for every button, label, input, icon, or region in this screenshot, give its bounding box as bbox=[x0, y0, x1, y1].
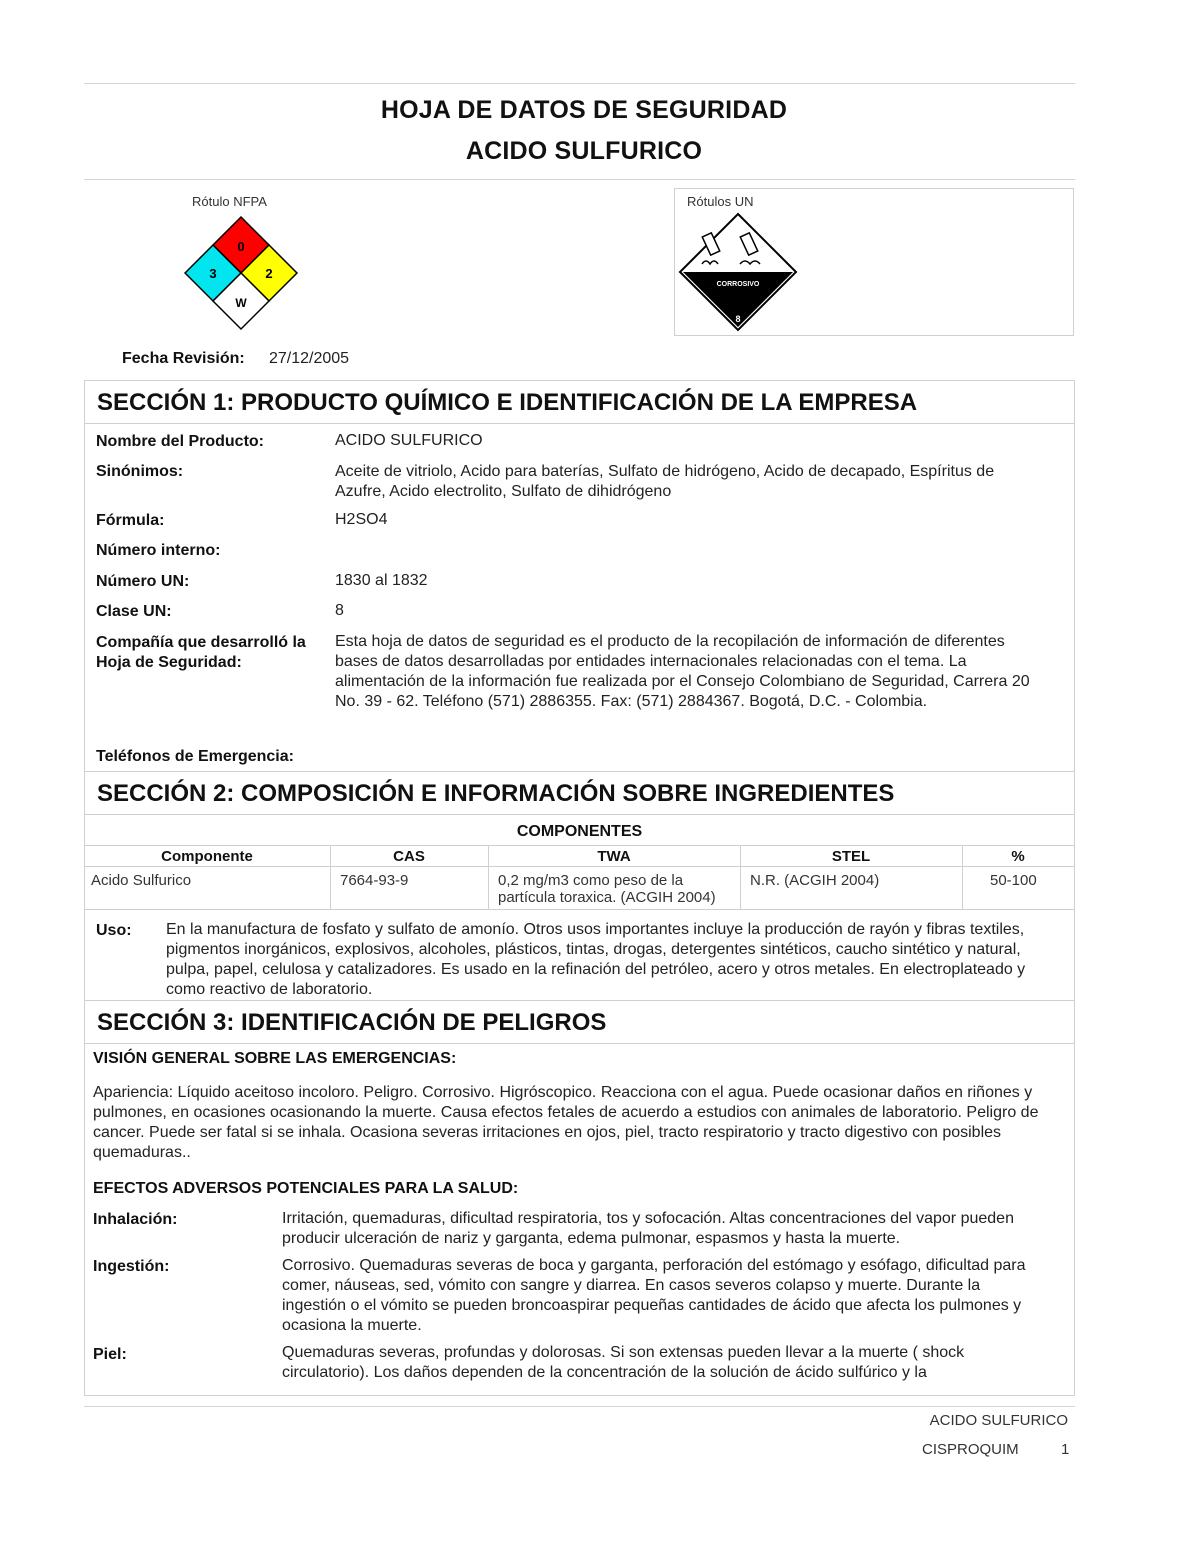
skin-value: Quemaduras severas, profundas y dolorosas. Si son extensas pueden llevar a la muerte ( shock circulatorio). Los daños dependen de la concentración de la solución de ácido sulfúrico y la bbox=[282, 1344, 965, 1381]
col-header-component: Componente bbox=[161, 848, 253, 865]
un-class-label: Clase UN: bbox=[96, 603, 172, 620]
document-title: HOJA DE DATOS DE SEGURIDAD bbox=[380, 96, 788, 124]
company-label: Compañía que desarrolló la Hoja de Seguridad: bbox=[96, 634, 306, 671]
nfpa-flammability-value: 0 bbox=[237, 239, 245, 254]
nfpa-reactivity-value: 2 bbox=[265, 266, 273, 281]
product-title: ACIDO SULFURICO bbox=[465, 137, 703, 165]
corrosive-pictogram-icon bbox=[678, 212, 798, 332]
section1-title: SECCIÓN 1: PRODUCTO QUÍMICO E IDENTIFICACIÓN DE LA EMPRESA bbox=[97, 389, 918, 416]
table-cell-component: Acido Sulfurico bbox=[91, 872, 192, 889]
revision-label: Fecha Revisión: bbox=[122, 350, 245, 367]
content-bottom-rule bbox=[84, 1395, 1075, 1396]
health-effects-heading: EFECTOS ADVERSOS POTENCIALES PARA LA SALUD: bbox=[93, 1180, 519, 1197]
un-number-label: Número UN: bbox=[96, 573, 190, 590]
uso-value: En la manufactura de fosfato y sulfato de amonío. Otros usos importantes incluye la producción de rayón y fibras textiles, pigmentos inorgánicos, explosivos, alcoholes, plásticos, tintas, drogas, detergentes sintéticos, caucho sintético y natural, pulpa, papel, celulosa y catalizadores. Es usado en la refinación del petróleo, acero y otros metales. En electroplateado y como reactivo de laboratorio. bbox=[166, 921, 1026, 998]
nfpa-caption: Rótulo NFPA bbox=[192, 194, 267, 209]
col-header-cas: CAS bbox=[393, 848, 425, 865]
emergency-phones-label: Teléfonos de Emergencia: bbox=[96, 748, 294, 765]
formula-label: Fórmula: bbox=[96, 512, 165, 529]
synonyms-label: Sinónimos: bbox=[96, 463, 184, 480]
company-value: Esta hoja de datos de seguridad es el producto de la recopilación de información de diferentes bases de datos desarrolladas por entidades internacionales relacionadas con el tema. La alimentación de la información fue realizada por el Consejo Colombiano de Seguridad, Carrera 20 No. 39 - 62. Teléfono (571) 2886355. Fax: (571) 2884367. Bogotá, D.C. - Colombia. bbox=[335, 633, 1030, 710]
table-cell-cas: 7664-93-9 bbox=[340, 872, 409, 889]
section3-title: SECCIÓN 3: IDENTIFICACIÓN DE PELIGROS bbox=[97, 1009, 607, 1036]
table-cell-twa: 0,2 mg/m3 como peso de la partícula toraxica. (ACGIH 2004) bbox=[498, 872, 716, 906]
emergency-overview-heading: VISIÓN GENERAL SOBRE LAS EMERGENCIAS: bbox=[93, 1050, 457, 1067]
table-bottom-rule bbox=[84, 909, 1075, 910]
ingestion-value: Corrosivo. Quemaduras severas de boca y garganta, perforación del estómago y esófago, dificultad para comer, náuseas, sed, vómito con sangre y diarrea. En casos severos colapso y muerte. Durante la ingestión o el vómito se pueden broncoaspirar pequeñas cantidades de ácido que afecta los pulmones y ocasiona la muerte. bbox=[282, 1257, 1026, 1334]
uso-label: Uso: bbox=[96, 922, 132, 939]
internal-number-label: Número interno: bbox=[96, 542, 221, 559]
un-caption: Rótulos UN bbox=[687, 194, 754, 209]
un-class-number: 8 bbox=[735, 314, 741, 324]
un-class-value: 8 bbox=[335, 602, 344, 619]
synonyms-value: Aceite de vitriolo, Acido para baterías, Sulfato de hidrógeno, Acido de decapado, Espíritus de Azufre, Acido electrolito, Sulfato de dihidrógeno bbox=[335, 463, 995, 500]
emergency-overview-text: Apariencia: Líquido aceitoso incoloro. Peligro. Corrosivo. Higróscopico. Reacciona con el agua. Puede ocasionar daños en riñones y pulmones, en ocasiones ocasionando la muerte. Causa efectos fetales de acuerdo a estudios con animales de laboratorio. Peligro de cancer. Puede ser fatal si se inhala. Ocasiona severas irritaciones en ojos, piel, tracto respiratorio y tracto digestivo con posibles quemaduras.. bbox=[93, 1084, 1039, 1161]
nfpa-special-value: W bbox=[235, 296, 247, 310]
product-name-value: ACIDO SULFURICO bbox=[335, 432, 483, 449]
col-header-percent: % bbox=[1011, 848, 1025, 865]
revision-date: 27/12/2005 bbox=[269, 350, 350, 367]
frame-left bbox=[84, 380, 85, 1396]
section3-header bbox=[84, 1000, 1075, 1044]
skin-label: Piel: bbox=[93, 1346, 127, 1363]
col-header-twa: TWA bbox=[597, 848, 631, 865]
un-corrosive-text: CORROSIVO bbox=[716, 281, 760, 288]
footer-rule bbox=[84, 1406, 1075, 1407]
section1-header bbox=[84, 380, 1075, 424]
components-table-title: COMPONENTES bbox=[516, 823, 643, 840]
formula-value: H2SO4 bbox=[335, 511, 388, 528]
table-cell-percent: 50-100 bbox=[990, 872, 1037, 889]
top-rule bbox=[84, 83, 1075, 84]
footer-product: ACIDO SULFURICO bbox=[929, 1412, 1068, 1429]
un-number-value: 1830 al 1832 bbox=[335, 572, 428, 589]
inhalation-label: Inhalación: bbox=[93, 1211, 178, 1228]
frame-right bbox=[1074, 380, 1075, 1396]
section2-title: SECCIÓN 2: COMPOSICIÓN E INFORMACIÓN SOBRE INGREDIENTES bbox=[97, 780, 895, 807]
nfpa-diamond-icon bbox=[184, 215, 300, 333]
inhalation-value: Irritación, quemaduras, dificultad respiratoria, tos y sofocación. Altas concentraciones del vapor pueden producir ulceración de nariz y garganta, edema pulmonar, espasmos y hasta la muerte. bbox=[282, 1210, 1014, 1247]
ingestion-label: Ingestión: bbox=[93, 1258, 170, 1275]
nfpa-health-value: 3 bbox=[209, 266, 217, 281]
footer-company: CISPROQUIM bbox=[922, 1441, 1019, 1458]
table-cell-stel: N.R. (ACGIH 2004) bbox=[750, 872, 880, 889]
table-title-rule bbox=[84, 845, 1075, 846]
table-header-rule bbox=[84, 866, 1075, 867]
col-header-stel: STEL bbox=[831, 848, 871, 865]
product-name-label: Nombre del Producto: bbox=[96, 433, 265, 450]
section2-header bbox=[84, 771, 1075, 815]
title-rule bbox=[84, 179, 1075, 180]
footer-page-number: 1 bbox=[1061, 1441, 1070, 1458]
